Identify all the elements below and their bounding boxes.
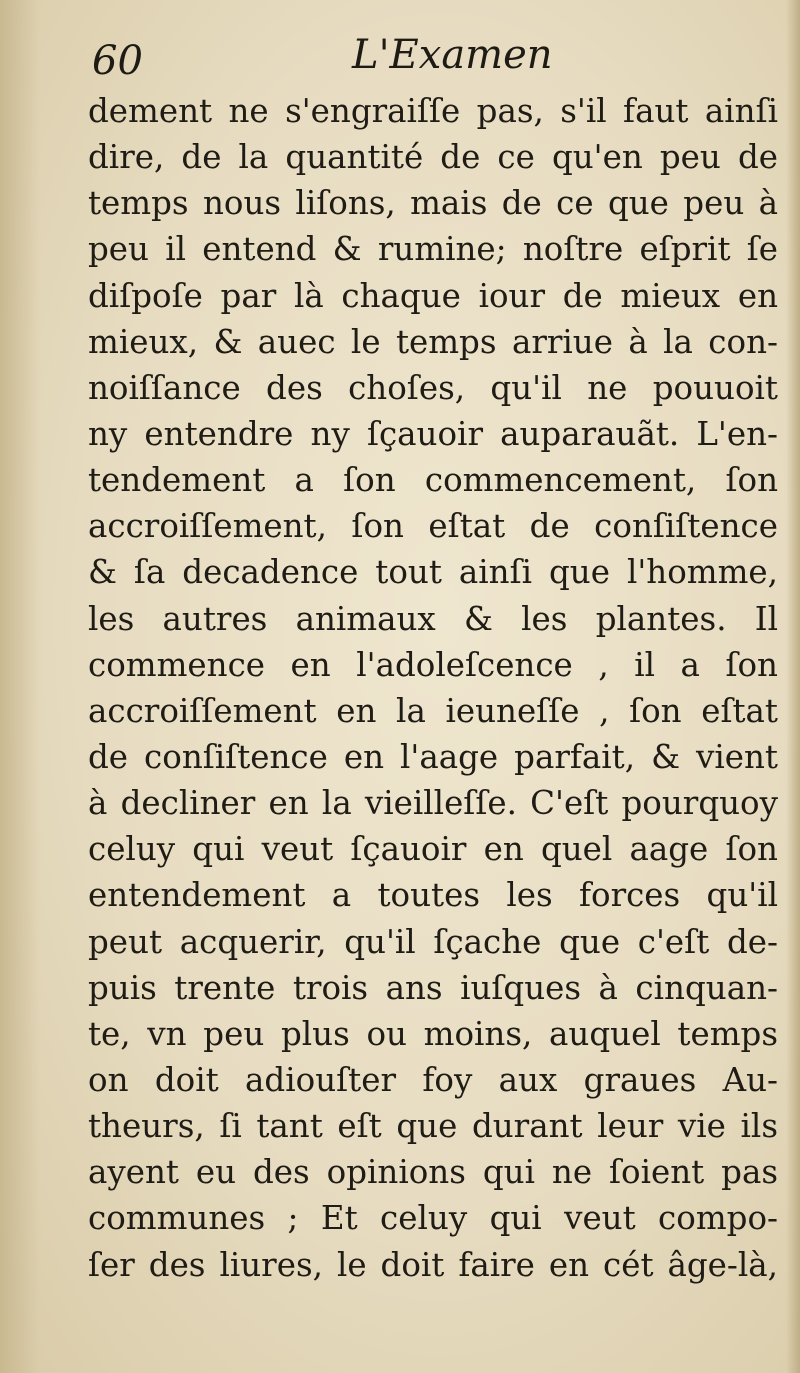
text-line: theurs, ſi tant eſt que durant leur vie ils (88, 1107, 778, 1146)
text-line: on doit adiouſter foy aux graues Au- (88, 1060, 778, 1099)
text-line: celuy qui veut ſçauoir en quel aage ſon (88, 830, 778, 869)
text-line: ſer des liures, le doit faire en cét âge-là, (88, 1245, 778, 1284)
page-edge-shadow (786, 0, 800, 1373)
text-line: accroiſſement, ſon eſtat de conſiſtence (88, 507, 778, 546)
page-gutter-shadow (0, 0, 40, 1373)
page-header (92, 28, 772, 88)
text-line: puis trente trois ans iuſques à cinquan- (88, 968, 778, 1007)
running-head: L'Examen (352, 32, 553, 78)
text-line: peu il entend & rumine; noſtre eſprit ſe (88, 230, 778, 269)
text-line: entendement a toutes les forces qu'il (88, 876, 778, 915)
text-line: ayent eu des opinions qui ne ſoient pas (88, 1153, 778, 1192)
text-line: accroiſſement en la ieuneſſe , ſon eſtat (88, 691, 778, 730)
page-number: 60 (92, 38, 143, 84)
text-line: peut acquerir, qu'il ſçache que c'eſt de- (88, 922, 778, 961)
text-line: de conſiſtence en l'aage parfait, & vient (88, 737, 778, 776)
text-line: & ſa decadence tout ainſi que l'homme, (88, 553, 778, 592)
text-line: noiſſance des choſes, qu'il ne pouuoit (88, 368, 778, 407)
body-text (88, 88, 778, 1288)
text-line: dement ne s'engraiſſe pas, s'il faut ainſi (88, 92, 778, 130)
text-line: à decliner en la vieilleſſe. C'eſt pourquoy (88, 784, 778, 823)
text-line: mieux, & auec le temps arriue à la con- (88, 322, 778, 361)
text-line: temps nous liſons, mais de ce que peu à (88, 184, 778, 223)
text-line: communes ; Et celuy qui veut compo- (88, 1199, 778, 1238)
text-line: commence en l'adoleſcence , il a ſon (88, 645, 778, 684)
text-line: diſpoſe par là chaque iour de mieux en (88, 276, 778, 315)
text-line: te, vn peu plus ou moins, auquel temps (88, 1014, 778, 1053)
text-line: dire, de la quantité de ce qu'en peu de (88, 138, 778, 177)
text-line: tendement a ſon commencement, ſon (88, 461, 778, 500)
text-line: ny entendre ny ſçauoir auparauãt. L'en- (88, 414, 778, 453)
text-line: les autres animaux & les plantes. Il (88, 599, 778, 638)
